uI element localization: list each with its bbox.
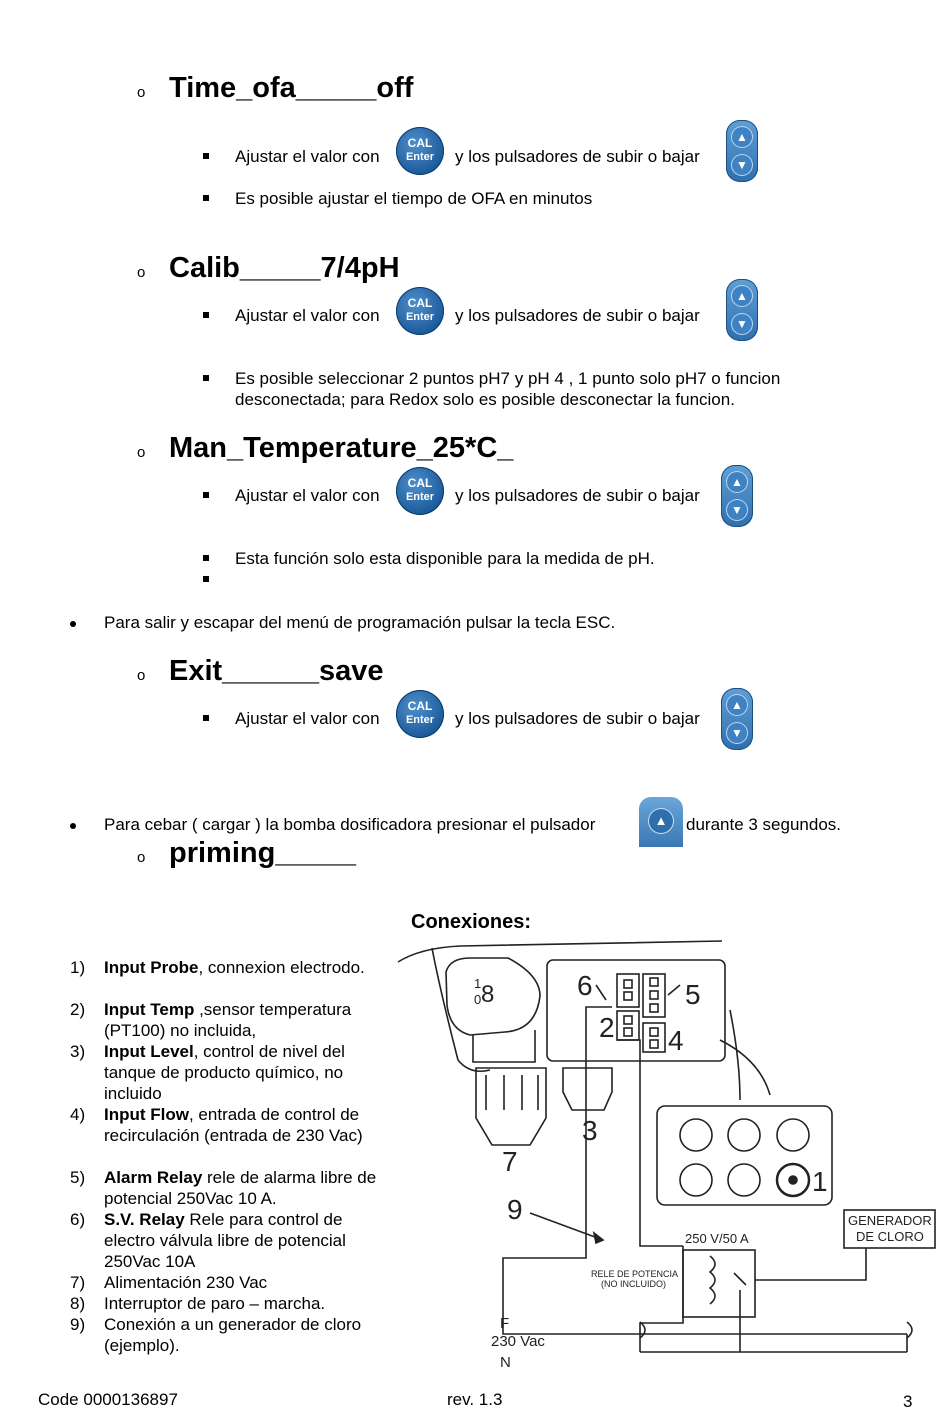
switch-body [473,1030,535,1062]
label-6: 6 [577,970,593,1001]
device-outline-left [432,948,490,1071]
label-1: 1 [812,1166,828,1197]
device-outline-top [398,941,722,962]
relay-rating: 250 V/50 A [685,1231,749,1246]
list-item: Input Probe, connexion electrodo. [104,958,365,977]
terminal-6 [617,974,639,1007]
up-down-icon: ▲ ▼ [721,688,753,750]
list-num: 3) [70,1042,86,1061]
list-item: Input Temp ,sensor temperatura (PT100) no incluida, [104,1000,352,1040]
switch-label-1: 1 [474,976,482,991]
list-num: 5) [70,1168,86,1187]
conexiones-title: Conexiones: [411,911,532,933]
label-3: 3 [582,1115,598,1146]
section-title-priming: priming_____ [169,837,356,869]
list-num: 1) [70,958,86,977]
section-title-calib: Calib_____7/4pH [169,252,400,284]
list-item: Input Level, control de nivel del tanque de producto químico, no incluido [104,1042,345,1103]
sub-bullet: o [137,444,146,461]
footer-rev: rev. 1.3 [447,1390,503,1409]
list-num: 8) [70,1294,86,1313]
line-n: N [500,1354,511,1371]
list-item: Alarm Relay rele de alarma libre de potencial 250Vac 10 A. [104,1168,377,1208]
up-down-icon: ▲ ▼ [726,279,758,341]
cal-enter-icon: CAL Enter [396,467,444,515]
list-item: Interruptor de paro – marcha. [104,1294,326,1313]
label-5: 5 [685,979,701,1010]
list-item: Input Flow, entrada de control de recirculación (entrada de 230 Vac) [104,1105,363,1145]
list-item: Alimentación 230 Vac [104,1273,268,1292]
updown-text: y los pulsadores de subir o bajar [455,486,700,505]
label-9: 9 [507,1194,523,1225]
page-number: 3 [903,1392,913,1411]
generator-text-1: GENERADOR [848,1213,932,1228]
cal-enter-icon: CAL Enter [396,127,444,175]
prime-note: Para cebar ( cargar ) la bomba dosificadora presionar el pulsador [104,815,596,834]
adjust-text: Ajustar el valor con [235,709,380,728]
sub-bullet: o [137,849,146,866]
cal-enter-icon: CAL Enter [396,690,444,738]
switch-label-8: 8 [481,981,495,1008]
section-title-exit-save: Exit______save [169,655,384,687]
cable-gland-3 [563,1068,612,1110]
list-num: 4) [70,1105,86,1124]
updown-text: y los pulsadores de subir o bajar [455,709,700,728]
adjust-text: Ajustar el valor con [235,147,380,166]
terminal-5 [643,974,665,1017]
list-item: Conexión a un generador de cloro (ejemplo). [104,1315,362,1355]
temperature-note: Esta función solo esta disponible para la medida de pH. [235,549,655,568]
sub-bullet: o [137,667,146,684]
list-item: S.V. Relay Rele para control de electro válvula libre de potencial 250Vac 10A [104,1210,346,1271]
label-4: 4 [668,1025,684,1056]
section-title-man-temperature: Man_Temperature_25*C_ [169,432,514,464]
list-num: 2) [70,1000,86,1019]
adjust-text: Ajustar el valor con [235,306,380,325]
line-voltage: 230 Vac [491,1333,545,1350]
sub-bullet: o [137,84,146,101]
section-title-time-ofa: Time_ofa_____off [169,72,414,104]
calib-points-text: Es posible seleccionar 2 puntos pH7 y pH 4 , 1 punto solo pH7 o funcion [235,369,781,388]
cal-enter-icon: CAL Enter [396,287,444,335]
adjust-text: Ajustar el valor con [235,486,380,505]
up-down-icon: ▲ ▼ [721,465,753,527]
list-num: 9) [70,1315,86,1334]
up-down-icon: ▲ ▼ [726,120,758,182]
list-num: 6) [70,1210,86,1229]
calib-points-text-2: desconectada; para Redox solo es posible desconectar la funcion. [235,390,735,409]
prime-note-end: durante 3 segundos. [686,815,842,834]
list-num: 7) [70,1273,86,1292]
switch-label-0: 0 [474,992,482,1007]
footer-code: Code 0000136897 [38,1390,178,1409]
ofa-minutes-text: Es posible ajustar el tiempo de OFA en minutos [235,189,593,208]
label-7: 7 [502,1146,518,1177]
esc-note: Para salir y escapar del menú de programación pulsar la tecla ESC. [104,613,616,632]
updown-text: y los pulsadores de subir o bajar [455,306,700,325]
relay-text-2: (NO INCLUIDO) [601,1279,666,1289]
sub-bullet: o [137,264,146,281]
label-2: 2 [599,1012,615,1043]
up-icon: ▲ [639,797,683,847]
relay-text-1: RELE DE POTENCIA [591,1269,679,1279]
updown-text: y los pulsadores de subir o bajar [455,147,700,166]
line-f: F [500,1315,510,1332]
generator-text-2: DE CLORO [856,1229,924,1244]
